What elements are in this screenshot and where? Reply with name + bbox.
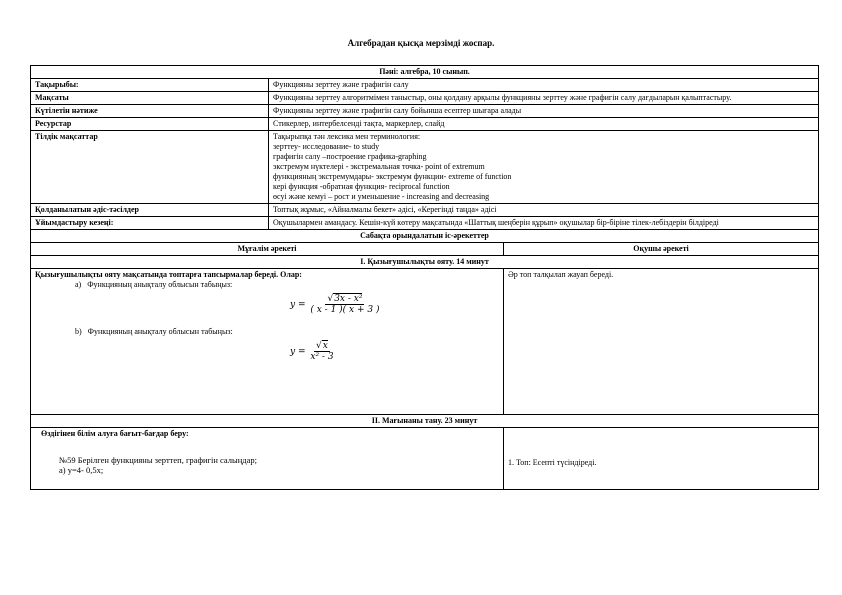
language-goal-line: графигін салу –построение графика-graphing [273, 152, 427, 161]
stage2-teacher-cell [31, 428, 504, 490]
formula-b-denominator: x² - 3 [310, 352, 334, 362]
expected-result-row [31, 105, 819, 118]
activities-header: Сабақта орындалатын іс-әрекеттер [31, 230, 819, 243]
topic-value: Функцияны зерттеу және графигін салу [269, 79, 819, 92]
stage1-content-row [31, 269, 819, 415]
topic-label: Тақырыбы: [31, 79, 269, 92]
resources-label: Ресурстар [31, 118, 269, 131]
actor-header-row [31, 243, 819, 256]
item-b-marker: b) [75, 327, 82, 336]
document-title: Алгебрадан қысқа мерзімді жоспар. [347, 38, 495, 48]
activities-header-row [31, 230, 819, 243]
stage2-title-row [31, 415, 819, 428]
language-goals-row [31, 131, 819, 204]
stage1-title: І. Қызығушылықты ояту. 14 минут [31, 256, 819, 269]
stage1-title-row [31, 256, 819, 269]
stage1-teacher-cell [31, 269, 504, 415]
language-goal-line: зерттеу- исследование- to study [273, 142, 380, 151]
goal-value: Функцияны зерттеу алгоритмімен таныстыр, оны қолдану арқылы функцияны зерттеу және графигін салу дағдыларын қалыптастыру. [269, 92, 819, 105]
topic-row [31, 79, 819, 92]
language-goal-line: Тақырыпқа тән лексика мен терминология: [273, 132, 421, 141]
organization-label: Ұйымдастыру кезеңі: [31, 217, 269, 230]
formula-a-lhs: y = [290, 300, 306, 310]
stage2-student-cell: 1. Топ: Есепті түсіндіреді. [504, 428, 819, 490]
item-a-marker: a) [75, 280, 82, 289]
subject-row [31, 66, 819, 79]
formula-b-radicand: x [322, 341, 328, 351]
stage1-student-cell: Әр топ талқылап жауап береді. [504, 269, 819, 415]
language-goals-value [269, 131, 819, 204]
formula-b-fraction [308, 341, 335, 362]
goal-row [31, 92, 819, 105]
resources-row [31, 118, 819, 131]
stage1-item-b [75, 327, 499, 337]
formula-a-denominator: ( x - 1 )( x + 3 ) [310, 305, 380, 315]
student-header: Оқушы әрекеті [504, 243, 819, 256]
formula-a [290, 294, 499, 315]
expected-result-label: Күтілетін нәтиже [31, 105, 269, 118]
formula-a-numerator: √3x - x² [327, 294, 363, 304]
formula-a-fraction [308, 294, 381, 315]
stage1-item-a [75, 280, 499, 290]
stage2-title: ІІ. Мағынаны тану. 23 минут [31, 415, 819, 428]
organization-row [31, 217, 819, 230]
item-a-text: Функцияның анықталу облысын табыңыз: [87, 280, 233, 289]
methods-label: Қолданылатын әдіс-тәсілдер [31, 204, 269, 217]
language-goal-line: экстремум нүктелері - экстремальная точка- point of extremum [273, 162, 485, 171]
stage2-task: №59 Берілген функцияны зерттеп, графигін салыңдар; [59, 455, 257, 465]
language-goal-line: кері функция -обратная функция- reciprocal function [273, 182, 450, 191]
formula-a-radicand: 3x - x² [334, 294, 363, 304]
stage2-item-a: а) y=4- 0,5x; [59, 465, 104, 475]
methods-row [31, 204, 819, 217]
resources-value: Стикерлер, интербелсенді тақта, маркерлер, слайд [269, 118, 819, 131]
language-goals-label: Тілдік мақсаттар [31, 131, 269, 204]
lesson-plan-table [30, 65, 819, 490]
formula-b-numerator: √x [316, 341, 328, 351]
item-b-text: Функцияның анықталу облысын табыңыз: [87, 327, 233, 336]
teacher-header: Мұғалім әрекеті [31, 243, 504, 256]
stage2-content-row [31, 428, 819, 490]
stage2-subtitle: Өздігінен білім алуға бағыт-бағдар беру: [41, 429, 189, 438]
subject-header: Пәні: алгебра, 10 сынып. [31, 66, 819, 79]
methods-value: Топтық жұмыс, «Айналмалы бекет» әдісі, «Керегінді таңда» әдісі [269, 204, 819, 217]
goal-label: Мақсаты [31, 92, 269, 105]
organization-value: Оқушылармен амандасу. Кешін-күй көтеру мақсатында «Шаттық шеңберін құрып» оқушылар бір-біріне тілек-лебіздерін білдіреді [269, 217, 819, 230]
stage1-task: Қызығушылықты ояту мақсатында топтарға тапсырмалар береді. Олар: [35, 270, 302, 279]
formula-b-lhs: y = [290, 347, 306, 357]
language-goal-line: функцияның экстремумдары- экстремум функции- extreme of function [273, 172, 512, 181]
expected-result-value: Функцияны зерттеу және графигін салу бойынша есептер шығара алады [269, 105, 819, 118]
language-goal-line: өсуі және кемуі – рост и уменьшение - increasing and decreasing [273, 192, 490, 201]
formula-b [290, 341, 499, 362]
